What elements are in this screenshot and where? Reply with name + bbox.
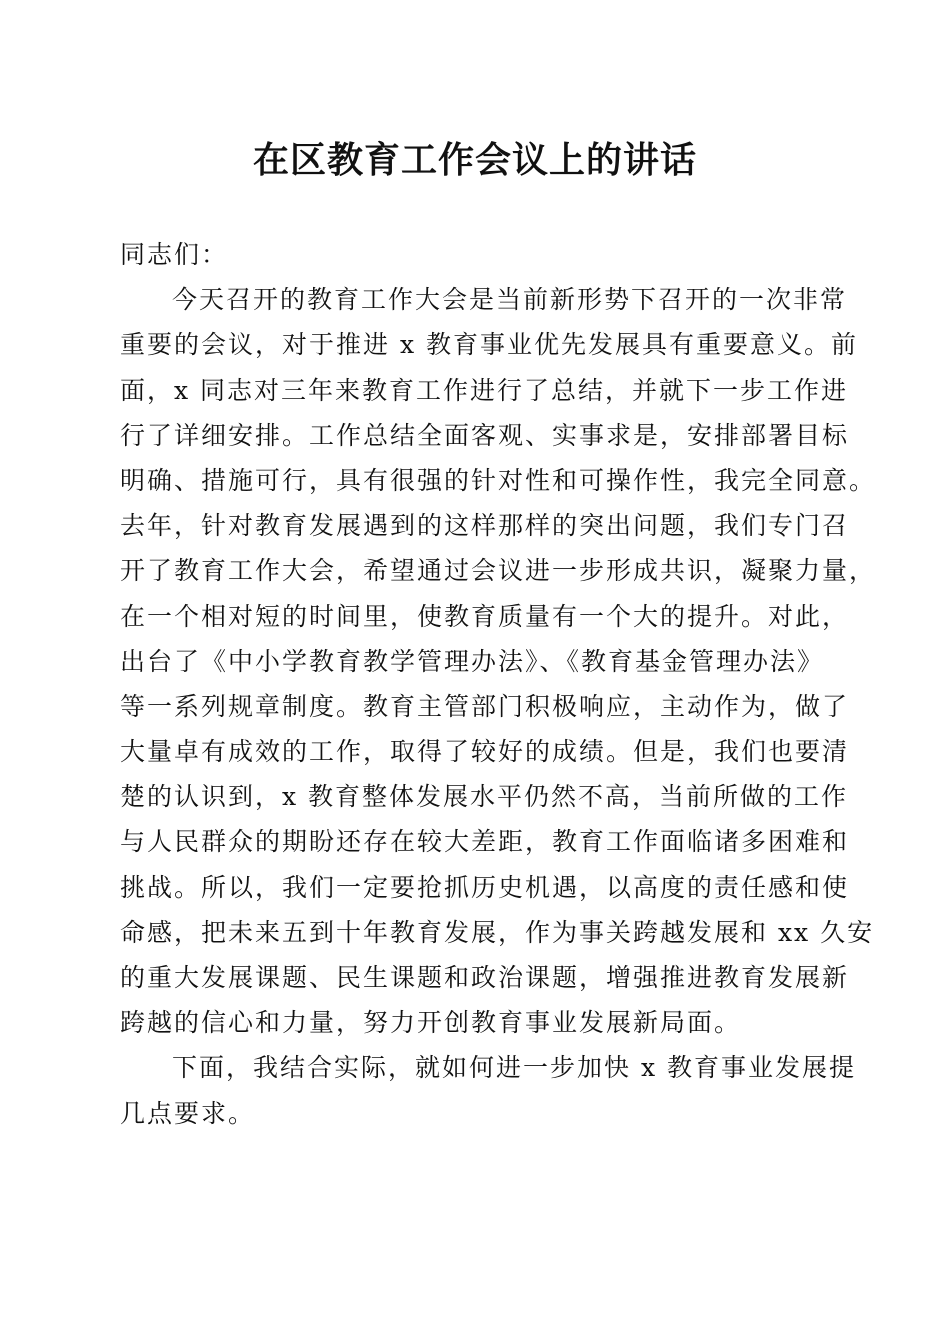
document-title: 在区教育工作会议上的讲话 — [252, 139, 697, 181]
text-line: 重要的会议，对于推进 x 教育事业优先发展具有重要意义。前 — [120, 330, 858, 360]
text-line: 几点要求。 — [120, 1098, 256, 1128]
text-line: 挑战。所以，我们一定要抢抓历史机遇，以高度的责任感和使 — [120, 872, 850, 902]
text-line: 出台了《中小学教育教学管理办法》、《教育基金管理办法》 — [120, 646, 825, 676]
text-line: 与人民群众的期盼还存在较大差距，教育工作面临诸多困难和 — [120, 827, 850, 857]
text-line: 在一个相对短的时间里，使教育质量有一个大的提升。对此， — [120, 601, 850, 631]
paragraph-1 — [120, 277, 877, 1045]
text-line: 去年，针对教育发展遇到的这样那样的突出问题，我们专门召 — [120, 511, 850, 541]
text-line: 行了详细安排。工作总结全面客观、实事求是，安排部署目标 — [120, 420, 850, 450]
text-line: 的重大发展课题、民生课题和政治课题，增强推进教育发展新 — [120, 963, 850, 992]
text-line: 面，x 同志对三年来教育工作进行了总结，并就下一步工作进 — [120, 375, 849, 405]
text-line: 等一系列规章制度。教育主管部门积极响应，主动作为，做了 — [120, 691, 850, 721]
paragraph-2 — [120, 1045, 856, 1135]
text-line: 跨越的信心和力量，努力开创教育事业发展新局面。 — [120, 1008, 742, 1038]
text-line: 大量卓有成效的工作，取得了较好的成绩。但是，我们也要清 — [120, 737, 850, 767]
text-line: 开了教育工作大会，希望通过会议进一步形成共识，凝聚力量， — [120, 556, 877, 586]
text-line: 楚的认识到，x 教育整体发展水平仍然不高，当前所做的工作 — [120, 782, 849, 812]
salutation: 同志们： — [120, 240, 229, 269]
text-line: 命感，把未来五到十年教育发展，作为事关跨越发展和 xx 久安 — [120, 917, 875, 947]
text-line: 明确、措施可行，具有很强的针对性和可操作性，我完全同意。 — [120, 465, 877, 495]
text-line: 下面，我结合实际，就如何进一步加快 x 教育事业发展提 — [172, 1053, 856, 1083]
document-body — [120, 232, 877, 1136]
text-line: 今天召开的教育工作大会是当前新形势下召开的一次非常 — [172, 285, 848, 315]
